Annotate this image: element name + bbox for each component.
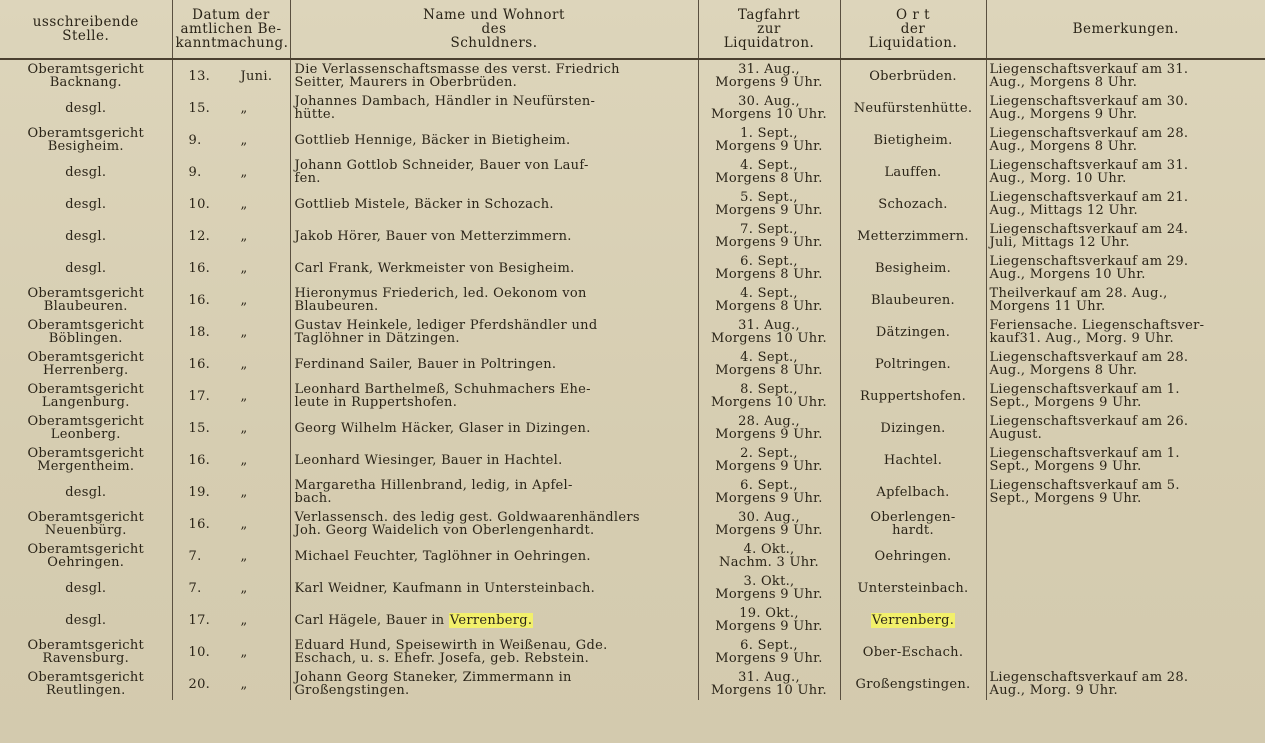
table-row	[0, 412, 1265, 444]
cell-ort: Dizingen.	[840, 412, 986, 444]
cell-name: Michael Feuchter, Taglöhner in Oehringen.	[290, 540, 698, 572]
cell-stelle: Oberamtsgericht Langenburg.	[0, 380, 172, 412]
cell-bemerkungen: Theilverkauf am 28. Aug., Morgens 11 Uhr.	[989, 286, 1168, 314]
month: „	[240, 676, 248, 692]
cell-bemerkungen	[986, 636, 1265, 668]
cell-tagfahrt: 31. Aug., Morgens 10 Uhr.	[698, 668, 840, 700]
cell-tagfahrt: 1. Sept., Morgens 9 Uhr.	[698, 124, 840, 156]
day: 13.	[188, 68, 211, 84]
cell-name: Margaretha Hillenbrand, ledig, in Apfel- bach.	[290, 476, 698, 508]
day: 16.	[188, 516, 211, 532]
cell-ort: Ober-Eschach.	[840, 636, 986, 668]
cell-datum	[172, 284, 290, 316]
cell-datum	[172, 604, 290, 636]
day: 17.	[188, 612, 211, 628]
table-row	[0, 508, 1265, 540]
cell-bemerkungen: Liegenschaftsverkauf am 28. Aug., Morgens 8 Uhr.	[989, 126, 1189, 154]
cell-bemerkungen: Liegenschaftsverkauf am 26. August.	[989, 414, 1189, 442]
table-row	[0, 156, 1265, 188]
cell-bemerkungen: Liegenschaftsverkauf am 31. Aug., Morg. 10 Uhr.	[989, 158, 1189, 186]
cell-ort: Oehringen.	[840, 540, 986, 572]
month: „	[240, 516, 248, 532]
cell-datum	[172, 572, 290, 604]
cell-ort: Dätzingen.	[840, 316, 986, 348]
cell-datum	[172, 156, 290, 188]
cell-ort: Metterzimmern.	[840, 220, 986, 252]
cell-datum	[172, 188, 290, 220]
day: 7.	[188, 548, 202, 564]
cell-bemerkungen	[986, 604, 1265, 636]
cell-tagfahrt: 31. Aug., Morgens 9 Uhr.	[698, 59, 840, 92]
cell-tagfahrt: 19. Okt., Morgens 9 Uhr.	[698, 604, 840, 636]
cell-name: Gustav Heinkele, lediger Pferdshändler und Taglöhner in Dätzingen.	[290, 316, 698, 348]
cell-datum	[172, 636, 290, 668]
cell-bemerkungen: Feriensache. Liegenschaftsver- kauf31. Aug., Morg. 9 Uhr.	[989, 318, 1205, 346]
table-row	[0, 188, 1265, 220]
table-row	[0, 348, 1265, 380]
cell-stelle: Oberamtsgericht Ravensburg.	[0, 636, 172, 668]
cell-stelle: desgl.	[0, 252, 172, 284]
cell-stelle: Oberamtsgericht Mergentheim.	[0, 444, 172, 476]
table-row	[0, 59, 1265, 92]
month: „	[240, 644, 248, 660]
cell-ort: Oberlengen- hardt.	[840, 508, 986, 540]
header-row	[0, 0, 1265, 59]
day: 9.	[188, 132, 202, 148]
cell-stelle: Oberamtsgericht Leonberg.	[0, 412, 172, 444]
highlighted-place: Verrenberg.	[449, 612, 533, 628]
day: 19.	[188, 484, 211, 500]
day: 16.	[188, 260, 211, 276]
day: 10.	[188, 196, 211, 212]
month: „	[240, 356, 248, 372]
cell-stelle: desgl.	[0, 156, 172, 188]
day: 10.	[188, 644, 211, 660]
day: 15.	[188, 100, 211, 116]
cell-tagfahrt: 30. Aug., Morgens 9 Uhr.	[698, 508, 840, 540]
cell-name: Leonhard Barthelmeß, Schuhmachers Ehe- leute in Ruppertshofen.	[290, 380, 698, 412]
cell-name: Gottlieb Mistele, Bäcker in Schozach.	[290, 188, 698, 220]
month: „	[240, 388, 248, 404]
day: 20.	[188, 676, 211, 692]
cell-bemerkungen	[986, 572, 1265, 604]
cell-datum	[172, 348, 290, 380]
month: „	[240, 164, 248, 180]
cell-name: Die Verlassenschaftsmasse des verst. Friedrich Seitter, Maurers in Oberbrüden.	[290, 59, 698, 92]
table-row	[0, 380, 1265, 412]
cell-datum	[172, 508, 290, 540]
cell-name: Ferdinand Sailer, Bauer in Poltringen.	[290, 348, 698, 380]
table-row	[0, 444, 1265, 476]
cell-tagfahrt: 3. Okt., Morgens 9 Uhr.	[698, 572, 840, 604]
cell-tagfahrt: 6. Sept., Morgens 9 Uhr.	[698, 636, 840, 668]
table-row	[0, 252, 1265, 284]
table-row	[0, 476, 1265, 508]
cell-datum	[172, 316, 290, 348]
cell-bemerkungen: Liegenschaftsverkauf am 28. Aug., Morgens 8 Uhr.	[989, 350, 1189, 378]
cell-tagfahrt: 4. Sept., Morgens 8 Uhr.	[698, 348, 840, 380]
cell-bemerkungen: Liegenschaftsverkauf am 1. Sept., Morgens 9 Uhr.	[989, 382, 1180, 410]
cell-stelle: desgl.	[0, 572, 172, 604]
cell-ort: Untersteinbach.	[840, 572, 986, 604]
cell-bemerkungen: Liegenschaftsverkauf am 24. Juli, Mittags 12 Uhr.	[989, 222, 1189, 250]
table-row	[0, 316, 1265, 348]
table-row	[0, 124, 1265, 156]
table-row	[0, 220, 1265, 252]
cell-bemerkungen: Liegenschaftsverkauf am 31. Aug., Morgens 8 Uhr.	[989, 62, 1189, 90]
cell-tagfahrt: 4. Sept., Morgens 8 Uhr.	[698, 156, 840, 188]
cell-tagfahrt: 7. Sept., Morgens 9 Uhr.	[698, 220, 840, 252]
cell-bemerkungen: Liegenschaftsverkauf am 5. Sept., Morgens 9 Uhr.	[989, 478, 1180, 506]
cell-name	[290, 604, 698, 636]
cell-ort: Neufürstenhütte.	[840, 92, 986, 124]
cell-bemerkungen	[986, 540, 1265, 572]
month: „	[240, 196, 248, 212]
cell-stelle: Oberamtsgericht Backnang.	[0, 59, 172, 92]
cell-tagfahrt: 8. Sept., Morgens 10 Uhr.	[698, 380, 840, 412]
cell-tagfahrt: 2. Sept., Morgens 9 Uhr.	[698, 444, 840, 476]
day: 16.	[188, 292, 211, 308]
cell-stelle: Oberamtsgericht Reutlingen.	[0, 668, 172, 700]
cell-name: Karl Weidner, Kaufmann in Untersteinbach.	[290, 572, 698, 604]
month: „	[240, 132, 248, 148]
month: „	[240, 612, 248, 628]
month: „	[240, 260, 248, 276]
day: 12.	[188, 228, 211, 244]
day: 18.	[188, 324, 211, 340]
cell-stelle: desgl.	[0, 188, 172, 220]
cell-datum	[172, 380, 290, 412]
cell-stelle: Oberamtsgericht Neuenbürg.	[0, 508, 172, 540]
cell-name: Carl Frank, Werkmeister von Besigheim.	[290, 252, 698, 284]
highlighted-place: Verrenberg.	[871, 612, 955, 628]
cell-stelle: Oberamtsgericht Besigheim.	[0, 124, 172, 156]
table-row	[0, 636, 1265, 668]
cell-tagfahrt: 28. Aug., Morgens 9 Uhr.	[698, 412, 840, 444]
cell-ort	[840, 604, 986, 636]
cell-ort: Lauffen.	[840, 156, 986, 188]
cell-datum	[172, 444, 290, 476]
cell-datum	[172, 220, 290, 252]
cell-tagfahrt: 31. Aug., Morgens 10 Uhr.	[698, 316, 840, 348]
cell-datum	[172, 59, 290, 92]
header-bemerkungen: Bemerkungen.	[986, 0, 1265, 59]
cell-bemerkungen: Liegenschaftsverkauf am 28. Aug., Morg. 9 Uhr.	[989, 670, 1189, 698]
cell-stelle: desgl.	[0, 476, 172, 508]
cell-ort: Apfelbach.	[840, 476, 986, 508]
cell-name: Johann Georg Staneker, Zimmermann in Großengstingen.	[290, 668, 698, 700]
cell-name: Johann Gottlob Schneider, Bauer von Lauf- fen.	[290, 156, 698, 188]
cell-name: Johannes Dambach, Händler in Neufürsten- hütte.	[290, 92, 698, 124]
table-row	[0, 540, 1265, 572]
cell-name: Gottlieb Hennige, Bäcker in Bietigheim.	[290, 124, 698, 156]
cell-name: Jakob Hörer, Bauer von Metterzimmern.	[290, 220, 698, 252]
cell-ort: Bietigheim.	[840, 124, 986, 156]
cell-name: Verlassensch. des ledig gest. Goldwaarenhändlers Joh. Georg Waidelich von Oberlengenhardt.	[290, 508, 698, 540]
month: „	[240, 420, 248, 436]
cell-datum	[172, 668, 290, 700]
month: „	[240, 452, 248, 468]
cell-stelle: Oberamtsgericht Herrenberg.	[0, 348, 172, 380]
header-ort: O r t der Liquidation.	[840, 0, 986, 59]
cell-tagfahrt: 4. Okt., Nachm. 3 Uhr.	[698, 540, 840, 572]
month: „	[240, 548, 248, 564]
cell-name: Hieronymus Friederich, led. Oekonom von Blaubeuren.	[290, 284, 698, 316]
month: „	[240, 292, 248, 308]
day: 15.	[188, 420, 211, 436]
cell-datum	[172, 540, 290, 572]
cell-ort: Oberbrüden.	[840, 59, 986, 92]
cell-datum	[172, 252, 290, 284]
month: Juni.	[240, 68, 273, 84]
day: 9.	[188, 164, 202, 180]
cell-name: Georg Wilhelm Häcker, Glaser in Dizingen.	[290, 412, 698, 444]
cell-stelle: Oberamtsgericht Böblingen.	[0, 316, 172, 348]
cell-tagfahrt: 5. Sept., Morgens 9 Uhr.	[698, 188, 840, 220]
day: 17.	[188, 388, 211, 404]
cell-ort: Ruppertshofen.	[840, 380, 986, 412]
cell-datum	[172, 412, 290, 444]
cell-ort: Großengstingen.	[840, 668, 986, 700]
cell-ort: Hachtel.	[840, 444, 986, 476]
cell-stelle: Oberamtsgericht Oehringen.	[0, 540, 172, 572]
cell-tagfahrt: 4. Sept., Morgens 8 Uhr.	[698, 284, 840, 316]
month: „	[240, 324, 248, 340]
cell-stelle: desgl.	[0, 220, 172, 252]
cell-stelle: Oberamtsgericht Blaubeuren.	[0, 284, 172, 316]
month: „	[240, 484, 248, 500]
cell-bemerkungen: Liegenschaftsverkauf am 29. Aug., Morgens 10 Uhr.	[989, 254, 1189, 282]
month: „	[240, 228, 248, 244]
cell-ort: Schozach.	[840, 188, 986, 220]
day: 7.	[188, 580, 202, 596]
table-row	[0, 92, 1265, 124]
cell-stelle: desgl.	[0, 604, 172, 636]
table-row	[0, 572, 1265, 604]
cell-bemerkungen	[986, 508, 1265, 540]
cell-bemerkungen: Liegenschaftsverkauf am 30. Aug., Morgens 9 Uhr.	[989, 94, 1189, 122]
cell-datum	[172, 476, 290, 508]
day: 16.	[188, 356, 211, 372]
cell-tagfahrt: 30. Aug., Morgens 10 Uhr.	[698, 92, 840, 124]
day: 16.	[188, 452, 211, 468]
cell-ort: Besigheim.	[840, 252, 986, 284]
cell-stelle: desgl.	[0, 92, 172, 124]
cell-tagfahrt: 6. Sept., Morgens 8 Uhr.	[698, 252, 840, 284]
cell-name: Leonhard Wiesinger, Bauer in Hachtel.	[290, 444, 698, 476]
cell-datum	[172, 92, 290, 124]
cell-name: Eduard Hund, Speisewirth in Weißenau, Gde. Eschach, u. s. Ehefr. Josefa, geb. Rebstein.	[290, 636, 698, 668]
cell-tagfahrt: 6. Sept., Morgens 9 Uhr.	[698, 476, 840, 508]
header-stelle: usschreibende Stelle.	[0, 0, 172, 59]
cell-ort: Poltringen.	[840, 348, 986, 380]
table-row	[0, 604, 1265, 636]
month: „	[240, 580, 248, 596]
cell-bemerkungen: Liegenschaftsverkauf am 21. Aug., Mittags 12 Uhr.	[989, 190, 1189, 218]
cell-bemerkungen: Liegenschaftsverkauf am 1. Sept., Morgens 9 Uhr.	[989, 446, 1180, 474]
header-tagfahrt: Tagfahrt zur Liquidatron.	[698, 0, 840, 59]
cell-ort: Blaubeuren.	[840, 284, 986, 316]
month: „	[240, 100, 248, 116]
name-text: Carl Hägele, Bauer in	[294, 612, 449, 628]
table-row	[0, 668, 1265, 700]
header-name: Name und Wohnort des Schuldners.	[290, 0, 698, 59]
cell-datum	[172, 124, 290, 156]
header-datum: Datum der amtlichen Be- kanntmachung.	[172, 0, 290, 59]
table-row	[0, 284, 1265, 316]
